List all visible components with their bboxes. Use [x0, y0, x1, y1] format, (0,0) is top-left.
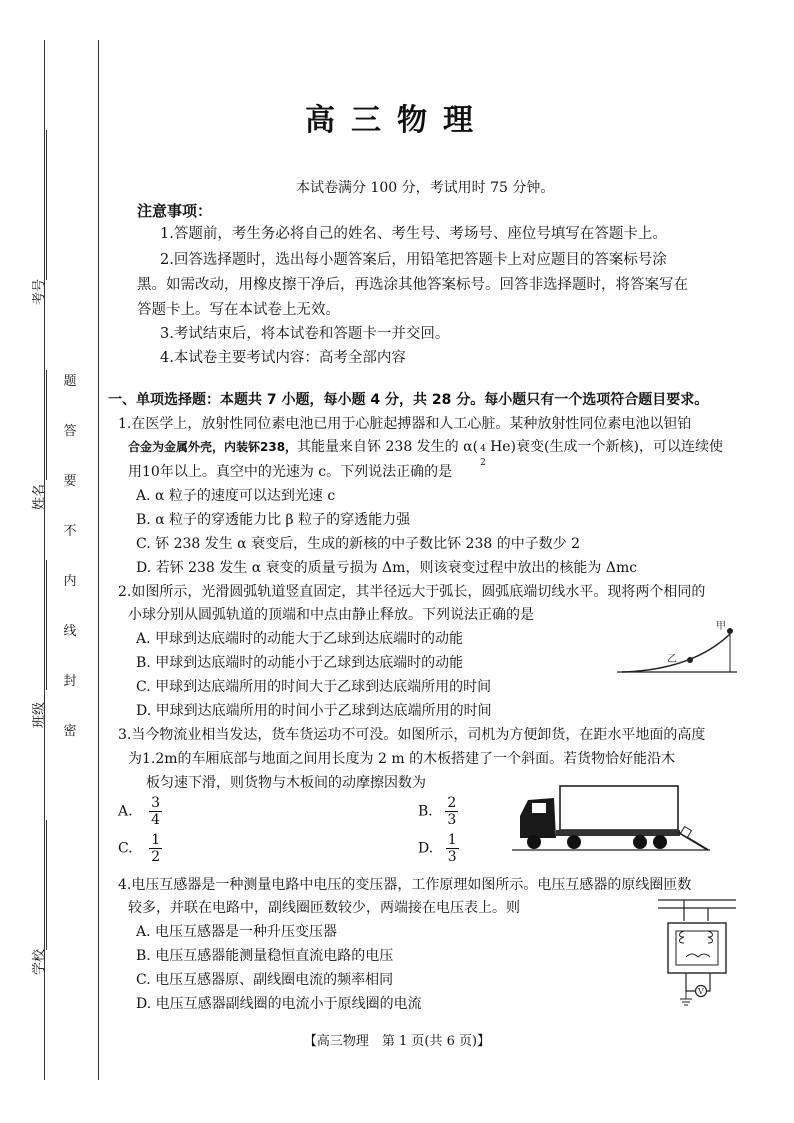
ball-jia: [727, 628, 733, 634]
q2-stem-line: 小球分别从圆弧轨道的顶端和中点由静止释放。下列说法正确的是: [128, 607, 534, 623]
numerator: 3: [151, 795, 161, 811]
name-label: 姓名: [32, 483, 47, 510]
school-underline: [46, 820, 47, 950]
seal-char: 密: [63, 724, 77, 739]
q2-option-c: C. 甲球到达底端所用的时间大于乙球到达底端所用的时间: [136, 679, 492, 695]
section-heading: 一、单项选择题：本题共 7 小题，每小题 4 分，共 28 分。每小题只有一个选项符合题目要求。: [108, 392, 709, 408]
seal-char: 封: [63, 674, 77, 689]
notice-line: 黑。如需改动，用橡皮擦干净后，再选涂其他答案标号。回答非选择题时，将答案写在: [137, 277, 688, 293]
primary-coil: [680, 931, 713, 943]
class-underline: [46, 560, 47, 690]
arc-track-figure: [612, 620, 742, 680]
exam-number-underline: [46, 130, 47, 280]
arc-track: [622, 634, 730, 672]
numerator: 1: [447, 832, 457, 848]
notice-line: 3.考试结束后，将本试卷和答题卡一并交回。: [160, 326, 450, 342]
voltmeter-label: V: [698, 987, 704, 996]
q2-option-a: A. 甲球到达底端时的动能大于乙球到达底端时的动能: [136, 631, 464, 647]
notice-line: 1.答题前，考生务必将自己的姓名、考生号、考场号、座位号填写在答题卡上。: [160, 226, 667, 242]
q3-option-c: [118, 832, 162, 865]
seal-char: 线: [63, 624, 77, 639]
primary-lead: [684, 900, 708, 921]
fraction: [149, 795, 162, 828]
denominator: 4: [151, 812, 161, 828]
q1-stem-line: 1.在医学上，放射性同位素电池已用于心脏起搏器和人工心脏。某种放射性同位素电池以钽铂: [118, 416, 692, 432]
name-underline: [46, 370, 47, 480]
truck-figure: [512, 780, 712, 860]
q3-option-a: [118, 795, 162, 828]
q3-stem-line: 3.当今物流业相当发达，货车货运功不可没。如图所示，司机为方便卸货，在距水平地面的高度: [118, 727, 706, 743]
secondary-coil: [686, 954, 710, 957]
label-yi: 乙: [667, 654, 677, 665]
q4-option-c: C. 电压互感器原、副线圈电流的频率相同: [136, 972, 394, 988]
ground-symbol: [680, 991, 692, 1005]
q3-option-d: [418, 832, 459, 865]
denominator: 3: [447, 812, 457, 828]
he-mass: 4: [480, 444, 486, 454]
q1-stem-part: 其能量来自钚 238 发生的 α(: [297, 439, 479, 455]
ball-yi: [687, 657, 693, 663]
school-label: 学校: [32, 948, 47, 975]
q4-option-d: D. 电压互感器副线圈的电流小于原线圈的电流: [136, 996, 422, 1012]
he-charge: 2: [480, 458, 486, 468]
fraction: [149, 832, 162, 865]
option-label: C.: [118, 840, 133, 857]
notice-line: 答题卡上。写在本试卷上无效。: [137, 302, 340, 318]
cab-window: [532, 803, 546, 813]
q3-stem-line: 板匀速下滑，则货物与木板间的动摩擦因数为: [146, 775, 426, 791]
wheel: [527, 835, 541, 849]
cargo-box: [681, 827, 692, 838]
label-jia: 甲: [716, 621, 726, 632]
page-footer: 【高三物理 第 1 页(共 6 页)】: [303, 1034, 491, 1049]
seal-char: 题: [63, 374, 77, 389]
q4-stem-line: 4.电压互感器是一种测量电路中电压的变压器，工作原理如图所示。电压互感器的原线圈匝数: [118, 877, 692, 893]
q1-stem-small: 合金为金属外壳，内装钚238，: [128, 440, 298, 454]
fraction: [446, 832, 459, 865]
q2-stem-line: 2.如图所示，光滑圆弧轨道竖直固定，其半径远大于弧长，圆弧底端切线水平。现将两个相同的: [118, 584, 706, 600]
seal-char: 不: [63, 524, 77, 539]
q1-option-d: D. 若钚 238 发生 α 衰变的质量亏损为 Δm，则该衰变过程中放出的核能为 Δmc: [136, 560, 638, 576]
wheel: [653, 835, 667, 849]
notice-line: 4.本试卷主要考试内容：高考全部内容: [160, 350, 406, 366]
page-title: 高三物理: [305, 103, 489, 138]
option-label: D.: [418, 840, 434, 857]
class-label: 班级: [32, 701, 47, 728]
q1-stem-part: He)衰变(生成一个新核)，可以连续使: [490, 439, 723, 455]
fraction: [445, 795, 458, 828]
q1-option-c: C. 钚 238 发生 α 衰变后，生成的新核的中子数比钚 238 的中子数少 2: [136, 536, 581, 552]
q2-option-d: D. 甲球到达底端所用的时间小于乙球到达底端所用的时间: [136, 703, 492, 719]
exam-number-label: 考号: [32, 278, 47, 305]
denominator: 2: [151, 849, 161, 865]
numerator: 2: [447, 795, 457, 811]
q4-option-b: B. 电压互感器能测量稳恒直流电路的电压: [136, 948, 394, 964]
wheel: [633, 835, 647, 849]
option-label: A.: [118, 803, 133, 820]
option-label: B.: [418, 803, 433, 820]
denominator: 3: [447, 849, 457, 865]
notice-line: 2.回答选择题时，选出每小题答案后，用铅笔把答题卡上对应题目的答案标号涂: [160, 252, 667, 268]
q2-option-b: B. 甲球到达底端时的动能小于乙球到达底端时的动能: [136, 655, 464, 671]
seal-char: 要: [63, 474, 77, 489]
q3-stem-line: 为1.2m的车厢底部与地面之间用长度为 2 m 的木板搭建了一个斜面。若货物恰好能沿木: [128, 751, 676, 767]
seal-char: 内: [63, 574, 77, 589]
transformer-circuit-figure: [656, 895, 738, 1010]
q4-stem-line: 较多，并联在电路中，副线圈匝数较少，两端接在电压表上。则: [128, 900, 520, 916]
q1-option-b: B. α 粒子的穿透能力比 β 粒子的穿透能力强: [136, 512, 411, 528]
wheel: [567, 835, 581, 849]
binding-line-outer: [44, 40, 45, 1080]
q1-stem-line: 用10年以上。真空中的光速为 c。下列说法正确的是: [128, 464, 453, 480]
q1-option-a: A. α 粒子的速度可以达到光速 c: [136, 488, 336, 504]
trailer-box: [560, 786, 678, 830]
numerator: 1: [151, 832, 161, 848]
binding-line-inner: [98, 40, 99, 1080]
notice-title: 注意事项：: [137, 202, 213, 220]
q1-stem-line: [128, 436, 723, 468]
exam-info: 本试卷满分 100 分，考试用时 75 分钟。: [296, 180, 555, 196]
seal-char: 答: [63, 424, 77, 439]
q3-option-b: [418, 795, 458, 828]
q4-option-a: A. 电压互感器是一种升压变压器: [136, 924, 338, 940]
